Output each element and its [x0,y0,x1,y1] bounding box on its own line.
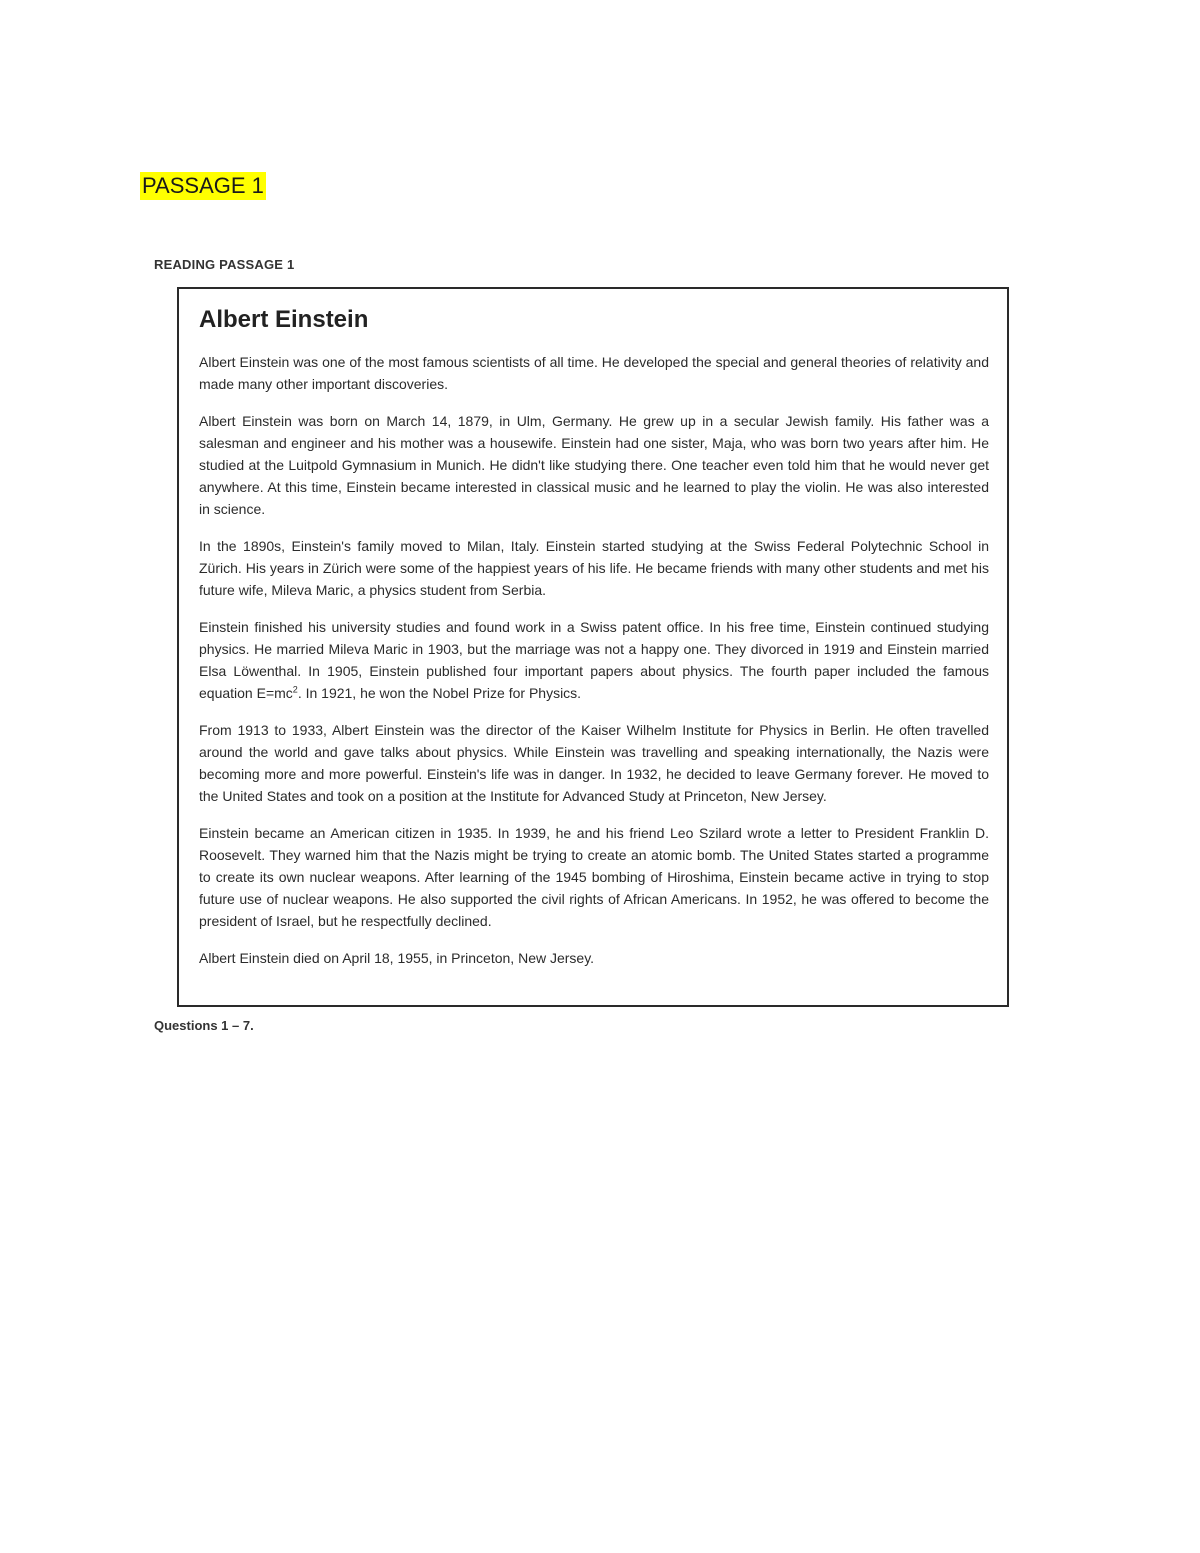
article-paragraph-6: Einstein became an American citizen in 1935. In 1939, he and his friend Leo Szilard wrote a letter to President Franklin D. Roosevelt. They warned him that the Nazis might be trying to create an atomic bomb. The United States started a programme to create its own nuclear weapons. After learning of the 1945 bombing of Hiroshima, Einstein became active in trying to stop future use of nuclear weapons. He also supported the civil rights of African Americans. In 1952, he was offered to become the president of Israel, but he respectfully declined. [199,825,989,929]
article-title: Albert Einstein [199,306,369,333]
superscript: 2 [292,684,298,695]
article-paragraph-2: Albert Einstein was born on March 14, 1879, in Ulm, Germany. He grew up in a secular Jewish family. His father was a salesman and engineer and his mother was a housewife. Einstein had one sister, Maja, who was born two years after him. He studied at the Luitpold Gymnasium in Munich. He didn't like studying there. One teacher even told him that he would never get anywhere. At this time, Einstein became interested in classical music and he learned to play the violin. He was also interested in science. [199,413,989,517]
article-paragraph-1: Albert Einstein was one of the most famous scientists of all time. He developed the special and general theories of relativity and made many other important discoveries. [199,354,989,392]
article-paragraph-7: Albert Einstein died on April 18, 1955, in Princeton, New Jersey. [199,950,595,966]
paragraph-text: Einstein finished his university studies and found work in a Swiss patent office. In his free time, Einstein continued studying physics. He married Mileva Maric in 1903, but the marriage was not a happy one. They divorced in 1919 and Einstein married Elsa Löwenthal. In 1905, Einstein published four important papers about physics. The fourth paper included the famous equation E=mc [199,619,989,701]
questions-label: Questions 1 – 7. [154,1018,254,1033]
passage-box [177,287,1009,1007]
reading-passage-label: READING PASSAGE 1 [154,257,295,272]
article-paragraph-3: In the 1890s, Einstein's family moved to Milan, Italy. Einstein started studying at the Swiss Federal Polytechnic School in Zürich. His years in Zürich were some of the happiest years of his life. He became friends with many other students and met his future wife, Mileva Maric, a physics student from Serbia. [199,538,989,598]
passage-heading: PASSAGE 1 [142,173,264,198]
paragraph-text: . In 1921, he won the Nobel Prize for Physics. [297,685,582,701]
article-paragraph-5: From 1913 to 1933, Albert Einstein was the director of the Kaiser Wilhelm Institute for Physics in Berlin. He often travelled around the world and gave talks about physics. While Einstein was travelling and speaking internationally, the Nazis were becoming more and more powerful. Einstein's life was in danger. In 1932, he decided to leave Germany forever. He moved to the United States and took on a position at the Institute for Advanced Study at Princeton, New Jersey. [199,722,989,804]
article-paragraph-4 [199,616,989,704]
